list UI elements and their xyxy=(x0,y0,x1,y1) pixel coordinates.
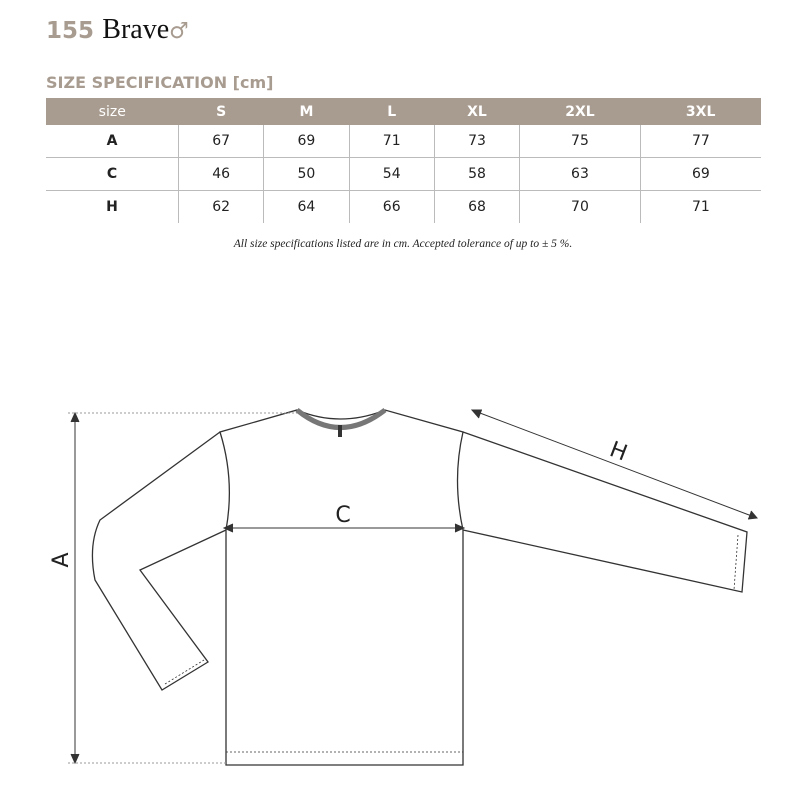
header-l: L xyxy=(349,98,434,125)
table-cell: 77 xyxy=(640,125,761,158)
table-cell: 66 xyxy=(349,191,434,224)
product-name: Brave xyxy=(102,14,170,45)
shirt-outline xyxy=(220,410,463,765)
header-xl: XL xyxy=(434,98,519,125)
row-label: H xyxy=(106,199,118,215)
right-sleeve xyxy=(463,432,747,592)
table-cell: 46 xyxy=(179,158,264,191)
table-cell: 63 xyxy=(520,158,641,191)
header-2xl: 2XL xyxy=(520,98,641,125)
table-cell: 69 xyxy=(264,125,349,158)
table-cell: 73 xyxy=(434,125,519,158)
table-cell: 70 xyxy=(520,191,641,224)
male-icon: ♂ xyxy=(169,19,189,44)
row-label: A xyxy=(46,125,179,158)
tolerance-note: All size specifications listed are in cm. Accepted tolerance of up to ± 5 %. xyxy=(233,238,573,250)
measure-h xyxy=(472,410,757,519)
header-m: M xyxy=(264,98,349,125)
table-cell: 67 xyxy=(179,125,264,158)
header-s: S xyxy=(179,98,264,125)
left-sleeve xyxy=(92,432,226,690)
row-label: C xyxy=(46,158,179,191)
table-cell: 58 xyxy=(434,158,519,191)
label-c: C xyxy=(335,503,351,528)
table-cell: 50 xyxy=(264,158,349,191)
table-cell: 68 xyxy=(434,191,519,224)
product-number: 155 xyxy=(46,18,95,44)
header-size: size xyxy=(46,98,179,125)
table-cell: 62 xyxy=(179,191,264,224)
label-h: H xyxy=(606,437,631,467)
header-3xl: 3XL xyxy=(640,98,761,125)
table-cell: 54 xyxy=(349,158,434,191)
spec-heading: SIZE SPECIFICATION [cm] xyxy=(46,73,274,92)
table-cell: 71 xyxy=(349,125,434,158)
table-cell: 69 xyxy=(640,158,761,191)
table-cell: 75 xyxy=(520,125,641,158)
table-cell: 71 xyxy=(640,191,761,224)
label-a: A xyxy=(49,552,74,568)
measure-a xyxy=(68,413,297,763)
table-cell: 64 xyxy=(264,191,349,224)
